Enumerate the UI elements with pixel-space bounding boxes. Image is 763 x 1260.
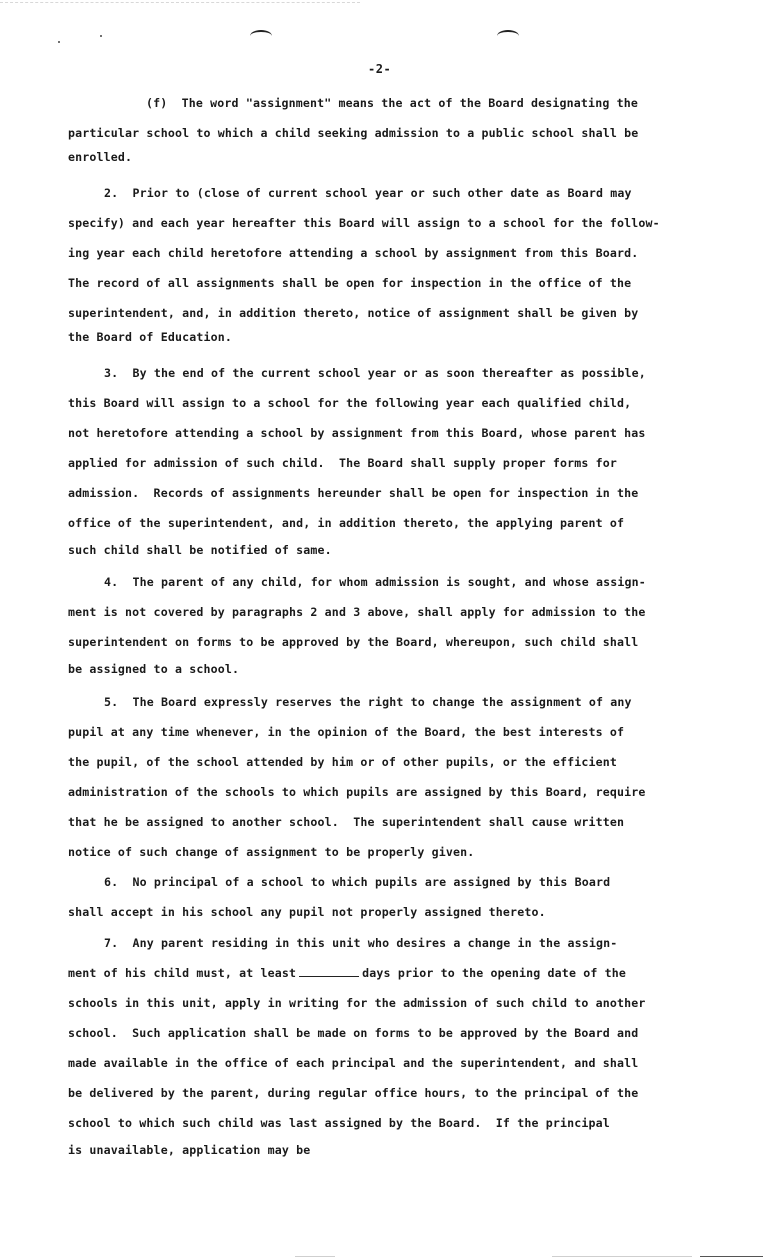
paragraph-5-line-5: that he be assigned to another school. The superintendent shall cause written	[68, 815, 625, 829]
paragraph-2-line-2: specify) and each year hereafter this Board will assign to a school for the follow-	[68, 216, 660, 230]
punch-hole-mark-right	[497, 30, 519, 42]
bottom-scan-mark	[295, 1256, 335, 1257]
paragraph-f-line-1: (f) The word "assignment" means the act of the Board designating the	[146, 96, 638, 110]
paragraph-5-line-6: notice of such change of assignment to be properly given.	[68, 845, 475, 859]
paragraph-7-line-8: is unavailable, application may be	[68, 1143, 311, 1157]
paragraph-3-line-2: this Board will assign to a school for the following year each qualified child,	[68, 396, 632, 410]
paragraph-2-line-4: The record of all assignments shall be open for inspection in the office of the	[68, 276, 632, 290]
paragraph-6-line-1: 6. No principal of a school to which pupils are assigned by this Board	[104, 875, 611, 889]
paragraph-5-line-4: administration of the schools to which pupils are assigned by this Board, require	[68, 785, 646, 799]
scan-speck	[100, 35, 102, 37]
paragraph-7-line-4: school. Such application shall be made on forms to be approved by the Board and	[68, 1026, 639, 1040]
paragraph-4-line-4: be assigned to a school.	[68, 662, 240, 676]
paragraph-3-line-3: not heretofore attending a school by assignment from this Board, whose parent has	[68, 426, 646, 440]
paragraph-f-line-3: enrolled.	[68, 150, 133, 164]
paragraph-7-line-2-start: ment of his child must, at least	[68, 966, 297, 980]
paragraph-3-line-6: office of the superintendent, and, in addition thereto, the applying parent of	[68, 516, 625, 530]
paragraph-2-line-6: the Board of Education.	[68, 330, 232, 344]
paragraph-2-line-1: 2. Prior to (close of current school year or such other date as Board may	[104, 186, 632, 200]
paragraph-7-line-5: made available in the office of each principal and the superintendent, and shall	[68, 1056, 639, 1070]
paragraph-2-line-3: ing year each child heretofore attending a school by assignment from this Board.	[68, 246, 639, 260]
page-number: -2-	[368, 62, 392, 76]
bottom-scan-mark	[700, 1256, 763, 1257]
paragraph-2-line-5: superintendent, and, in addition thereto, notice of assignment shall be given by	[68, 306, 639, 320]
paragraph-6-line-2: shall accept in his school any pupil not properly assigned thereto.	[68, 905, 546, 919]
paragraph-4-line-1: 4. The parent of any child, for whom admission is sought, and whose assign-	[104, 575, 646, 589]
paragraph-4-line-3: superintendent on forms to be approved by the Board, whereupon, such child shall	[68, 635, 639, 649]
paragraph-7-line-2	[68, 966, 626, 980]
scan-speck	[58, 41, 60, 43]
paragraph-7-line-6: be delivered by the parent, during regular office hours, to the principal of the	[68, 1086, 639, 1100]
days-blank-field	[299, 976, 359, 977]
paragraph-3-line-5: admission. Records of assignments hereunder shall be open for inspection in the	[68, 486, 639, 500]
paragraph-3-line-4: applied for admission of such child. The Board shall supply proper forms for	[68, 456, 618, 470]
paragraph-7-line-1: 7. Any parent residing in this unit who desires a change in the assign-	[104, 936, 618, 950]
paragraph-3-line-7: such child shall be notified of same.	[68, 543, 332, 557]
paragraph-3-line-1: 3. By the end of the current school year or as soon thereafter as possible,	[104, 366, 646, 380]
paragraph-7-line-2-end: days prior to the opening date of the	[362, 966, 626, 980]
paragraph-4-line-2: ment is not covered by paragraphs 2 and 3 above, shall apply for admission to the	[68, 605, 646, 619]
bottom-scan-mark	[552, 1256, 692, 1257]
paragraph-5-line-3: the pupil, of the school attended by him or of other pupils, or the efficient	[68, 755, 618, 769]
paragraph-7-line-7: school to which such child was last assigned by the Board. If the principal	[68, 1116, 610, 1130]
top-scan-border	[0, 2, 360, 3]
paragraph-5-line-2: pupil at any time whenever, in the opinion of the Board, the best interests of	[68, 725, 625, 739]
punch-hole-mark-left	[250, 30, 272, 42]
paragraph-5-line-1: 5. The Board expressly reserves the right to change the assignment of any	[104, 695, 632, 709]
paragraph-7-line-3: schools in this unit, apply in writing for the admission of such child to another	[68, 996, 646, 1010]
paragraph-f-line-2: particular school to which a child seeking admission to a public school shall be	[68, 126, 639, 140]
